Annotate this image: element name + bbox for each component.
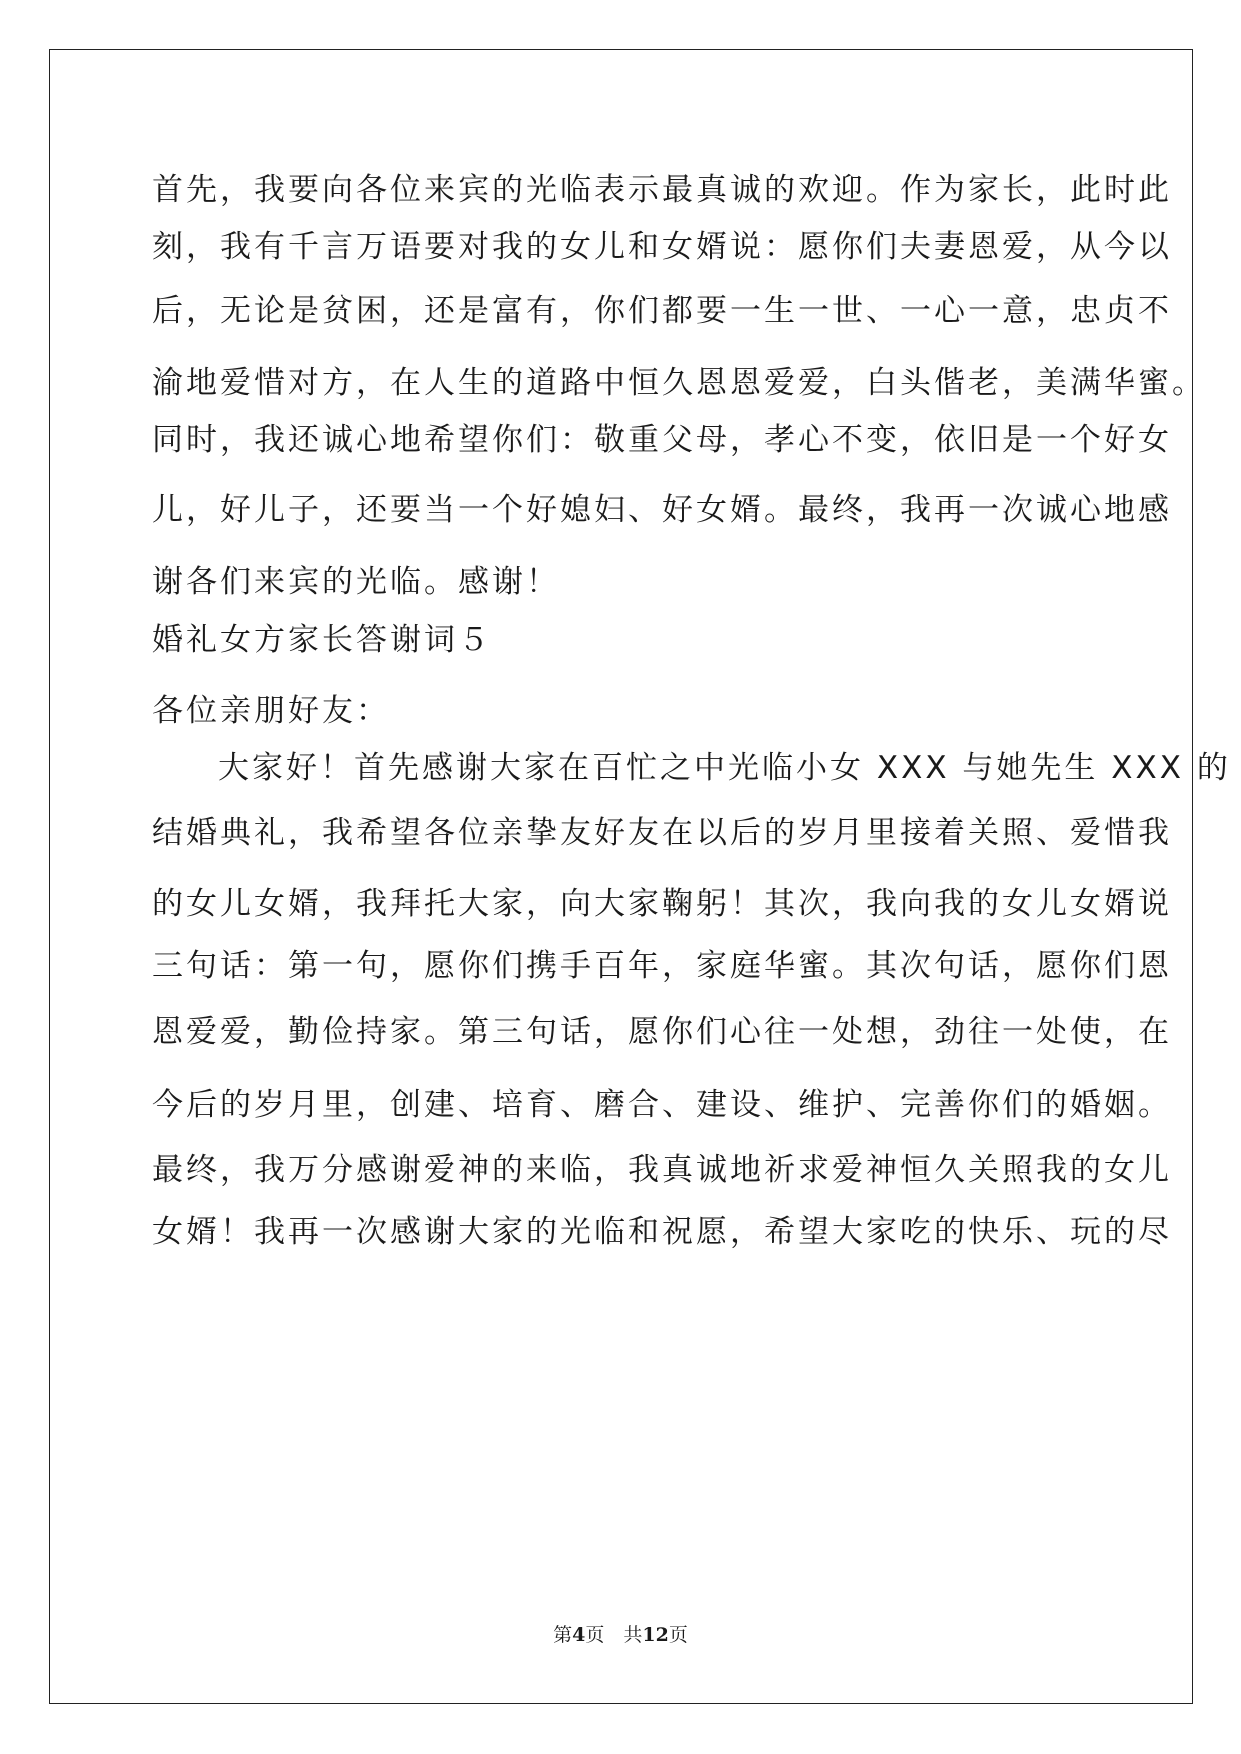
text-line: 女婿！我再一次感谢大家的光临和祝愿，希望大家吃的快乐、玩的尽 [152,1214,1172,1250]
text-line: 的女儿女婿，我拜托大家，向大家鞠躬！其次，我向我的女儿女婿说 [152,886,1172,922]
text-line: 儿，好儿子，还要当一个好媳妇、好女婿。最终，我再一次诚心地感 [152,492,1172,528]
page-suffix: 页 [668,1624,688,1646]
text-line: 结婚典礼，我希望各位亲挚友好友在以后的岁月里接着关照、爱惜我 [152,815,1172,851]
text-line: 后，无论是贫困，还是富有，你们都要一生一世、一心一意，忠贞不 [152,293,1172,329]
paragraph-first-line: 大家好！首先感谢大家在百忙之中光临小女 XXX 与她先生 XXX 的 [218,750,1231,786]
text-line: 首先，我要向各位来宾的光临表示最真诚的欢迎。作为家长，此时此 [152,172,1172,208]
text-line: 渝地爱惜对方，在人生的道路中恒久恩恩爱爱，白头偕老，美满华蜜。 [152,365,1206,401]
text-line: 同时，我还诚心地希望你们：敬重父母，孝心不变，依旧是一个好女 [152,422,1172,458]
text-line: 最终，我万分感谢爱神的来临，我真诚地祈求爱神恒久关照我的女儿 [152,1152,1172,1188]
text-line: 三句话：第一句，愿你们携手百年，家庭华蜜。其次句话，愿你们恩 [152,948,1172,984]
page-prefix: 第 [553,1624,573,1646]
page-total: 12 [642,1624,669,1646]
section-heading: 婚礼女方家长答谢词５ [152,622,492,658]
salutation: 各位亲朋好友： [152,693,390,729]
text-line: 恩爱爱，勤俭持家。第三句话，愿你们心往一处想，劲往一处使，在 [152,1014,1172,1050]
text-line: 今后的岁月里，创建、培育、磨合、建设、维护、完善你们的婚姻。 [152,1087,1172,1123]
text-line: 刻，我有千言万语要对我的女儿和女婿说：愿你们夫妻恩爱，从今以 [152,229,1172,265]
page-current: 4 [572,1624,586,1646]
text-line: 谢各们来宾的光临。感谢！ [152,564,560,600]
page-mid: 页 共 [585,1624,643,1646]
page-footer [0,1620,1241,1647]
